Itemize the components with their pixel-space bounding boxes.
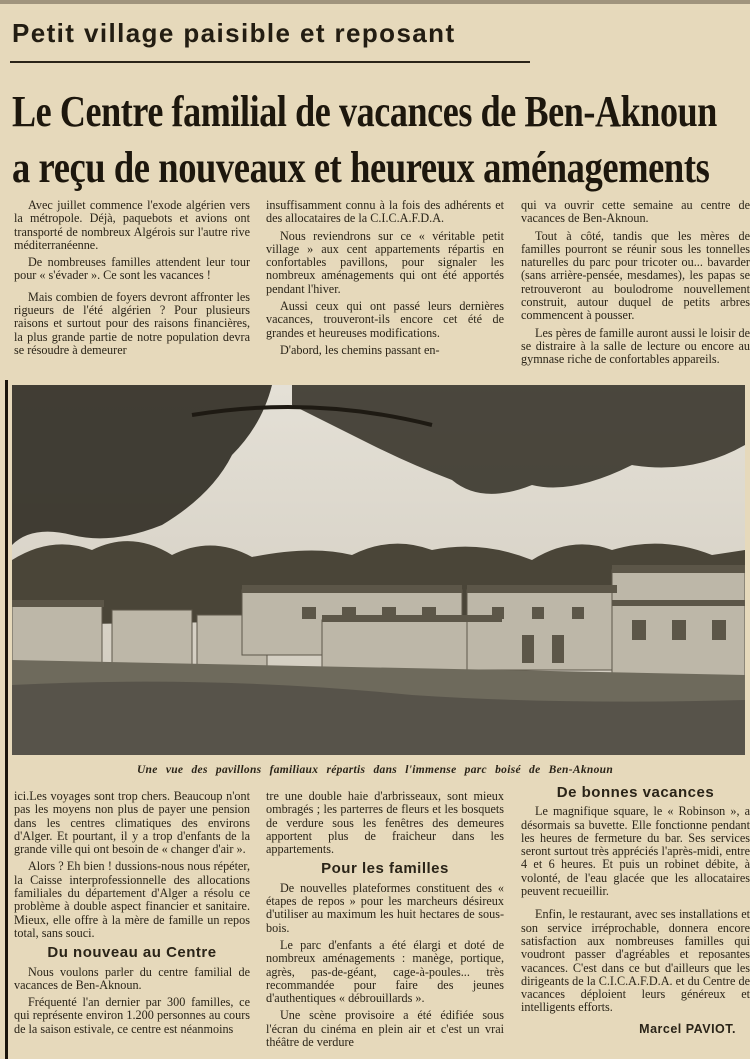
subheading-de-bonnes-vacances: De bonnes vacances — [556, 784, 715, 801]
column-rule — [5, 380, 8, 1059]
paragraph: Nous reviendrons sur ce « véritable petit village » aux cent appartements répartis en confortables pavillons, pour signaler les nombreux aménagements qui ont été apportés pendant l'hiver. — [266, 228, 504, 296]
photo-illustration — [12, 385, 745, 755]
paragraph: Avec juillet commence l'exode algérien vers la métropole. Déjà, paquebots et avions ont transporté de nombreux Algérois sur l'autre rive méditerranéenne. — [14, 198, 250, 252]
paragraph: Les pères de famille auront aussi le loisir de se distraire à la salle de lecture ou encore au gymnase riche de confortables appareils. — [521, 325, 750, 367]
top-column-2 — [266, 199, 504, 361]
paragraph: Nous voulons parler du centre familial de vacances de Ben-Aknoun. — [14, 964, 250, 992]
headline-line-2: a reçu de nouveaux et heureux aménagements — [12, 143, 710, 192]
bottom-column-3 — [521, 784, 750, 1036]
paragraph: Fréquenté l'an dernier par 300 familles, ce qui représente environ 1.200 personnes au cours de la saison estivale, ce centre est néanmoins — [14, 995, 250, 1036]
paragraph: qui va ouvrir cette semaine au centre de vacances de Ben-Aknoun. — [521, 198, 750, 226]
top-column-3 — [521, 199, 750, 371]
paragraph: insuffisamment connu à la fois des adhérents et des allocataires de la C.I.C.A.F.D.A. — [266, 198, 504, 226]
paragraph: D'abord, les chemins passant en- — [280, 342, 440, 357]
headline-line-1: Le Centre familial de vacances de Ben-Aknoun — [12, 87, 717, 136]
bottom-column-2 — [266, 790, 504, 1053]
paragraph: ici.Les voyages sont trop chers. Beaucoup n'ont pas les moyens non plus de payer une pension dans les centres climatiques des environs d'Alger. Et pourtant, il y a trop d'enfants de la grande ville qui ont besoin de « changer d'air ». — [14, 789, 250, 857]
photo-pavilions — [12, 385, 745, 755]
paragraph: Une scène provisoire a été édifiée sous l'écran du cinéma en plein air et c'est un vrai théâtre de verdure — [266, 1008, 504, 1050]
paragraph: Mais combien de foyers devront affronter les rigueurs de l'été algérien ? Pour plusieurs raisons et surtout pour des raisons financières, la plus grande partie de notre population devra se résoudre à demeurer — [14, 289, 250, 357]
paragraph: Alors ? Eh bien ! dussions-nous nous répéter, la Caisse interprofessionnelle des allocations familiales du département d'Alger a résolu ce problème à double aspect financier et sanitaire. Mieux, elle offre à la mère de famille un repos total, sans souci. — [14, 859, 250, 940]
paragraph: Aussi ceux qui ont passé leurs dernières vacances, trouveront-ils encore cet été de grandes et heureuses modifications. — [266, 299, 504, 340]
paragraph: tre une double haie d'arbrisseaux, sont mieux ombragés ; les parterres de fleurs et les bosquets de verdure sous les fenêtres des demeures apportent plus de fraicheur dans les appartements. — [266, 789, 504, 857]
paragraph: Tout à côté, tandis que les mères de familles pourront se réunir sous les tonnelles naturelles du parc pour tricoter ou... bavarder (sans arrière-pensée, mesdames), les papas se retrouveront au boulodrome nouvellement construit, autour duquel de petits arbres commencent à pousser. — [521, 228, 750, 323]
paragraph: Enfin, le restaurant, avec ses installations et son service irréprochable, donnera encore satisfaction aux nombreuses familles qui voudront passer d'agréables et reposantes vacances. C'est dans ce but d'ailleurs que les dirigeants de la C.I.C.A.F.D.A. et du Centre de vacances déploient leurs généreux et intelligents efforts. — [521, 907, 750, 1015]
paragraph: De nombreuses familles attendent leur tour pour « s'évader ». Ce sont les vacances ! — [14, 255, 250, 283]
top-column-1 — [14, 199, 250, 361]
paragraph: De nouvelles plateformes constituent des « étapes de repos » pour les marcheurs désireux d'utiliser au maximum les huit hectares de sous-bois. — [266, 880, 504, 935]
kicker-heading: Petit village paisible et reposant — [12, 18, 456, 48]
author-signature: Marcel PAVIOT. — [639, 1021, 736, 1036]
subheading-du-nouveau: Du nouveau au Centre — [47, 944, 217, 962]
paragraph: Le magnifique square, le « Robinson », a désormais sa buvette. Elle fonctionne pendant les heures de fermeture du bar. Ses services seront surtout très appréciés l'après-midi, entre 4 et 6 heures. Et puis un robinet débite, à volonté, de l'eau glacée que les allocataires peuvent recueillir. — [521, 804, 750, 899]
paragraph: Le parc d'enfants a été élargi et doté de nombreux aménagements : manège, portique, agrès, pas-de-géant, cage-à-poules... très recommandée pour faire des jeunes d'authentiques « débrouillards ». — [266, 937, 504, 1006]
kicker-rule — [10, 61, 530, 63]
bottom-column-1 — [14, 790, 250, 1040]
subheading-pour-les-familles: Pour les familles — [321, 860, 449, 878]
photo-caption: Une vue des pavillons familiaux répartis dans l'immense parc boisé de Ben-Aknoun — [136, 764, 614, 776]
page-edge — [0, 0, 750, 4]
